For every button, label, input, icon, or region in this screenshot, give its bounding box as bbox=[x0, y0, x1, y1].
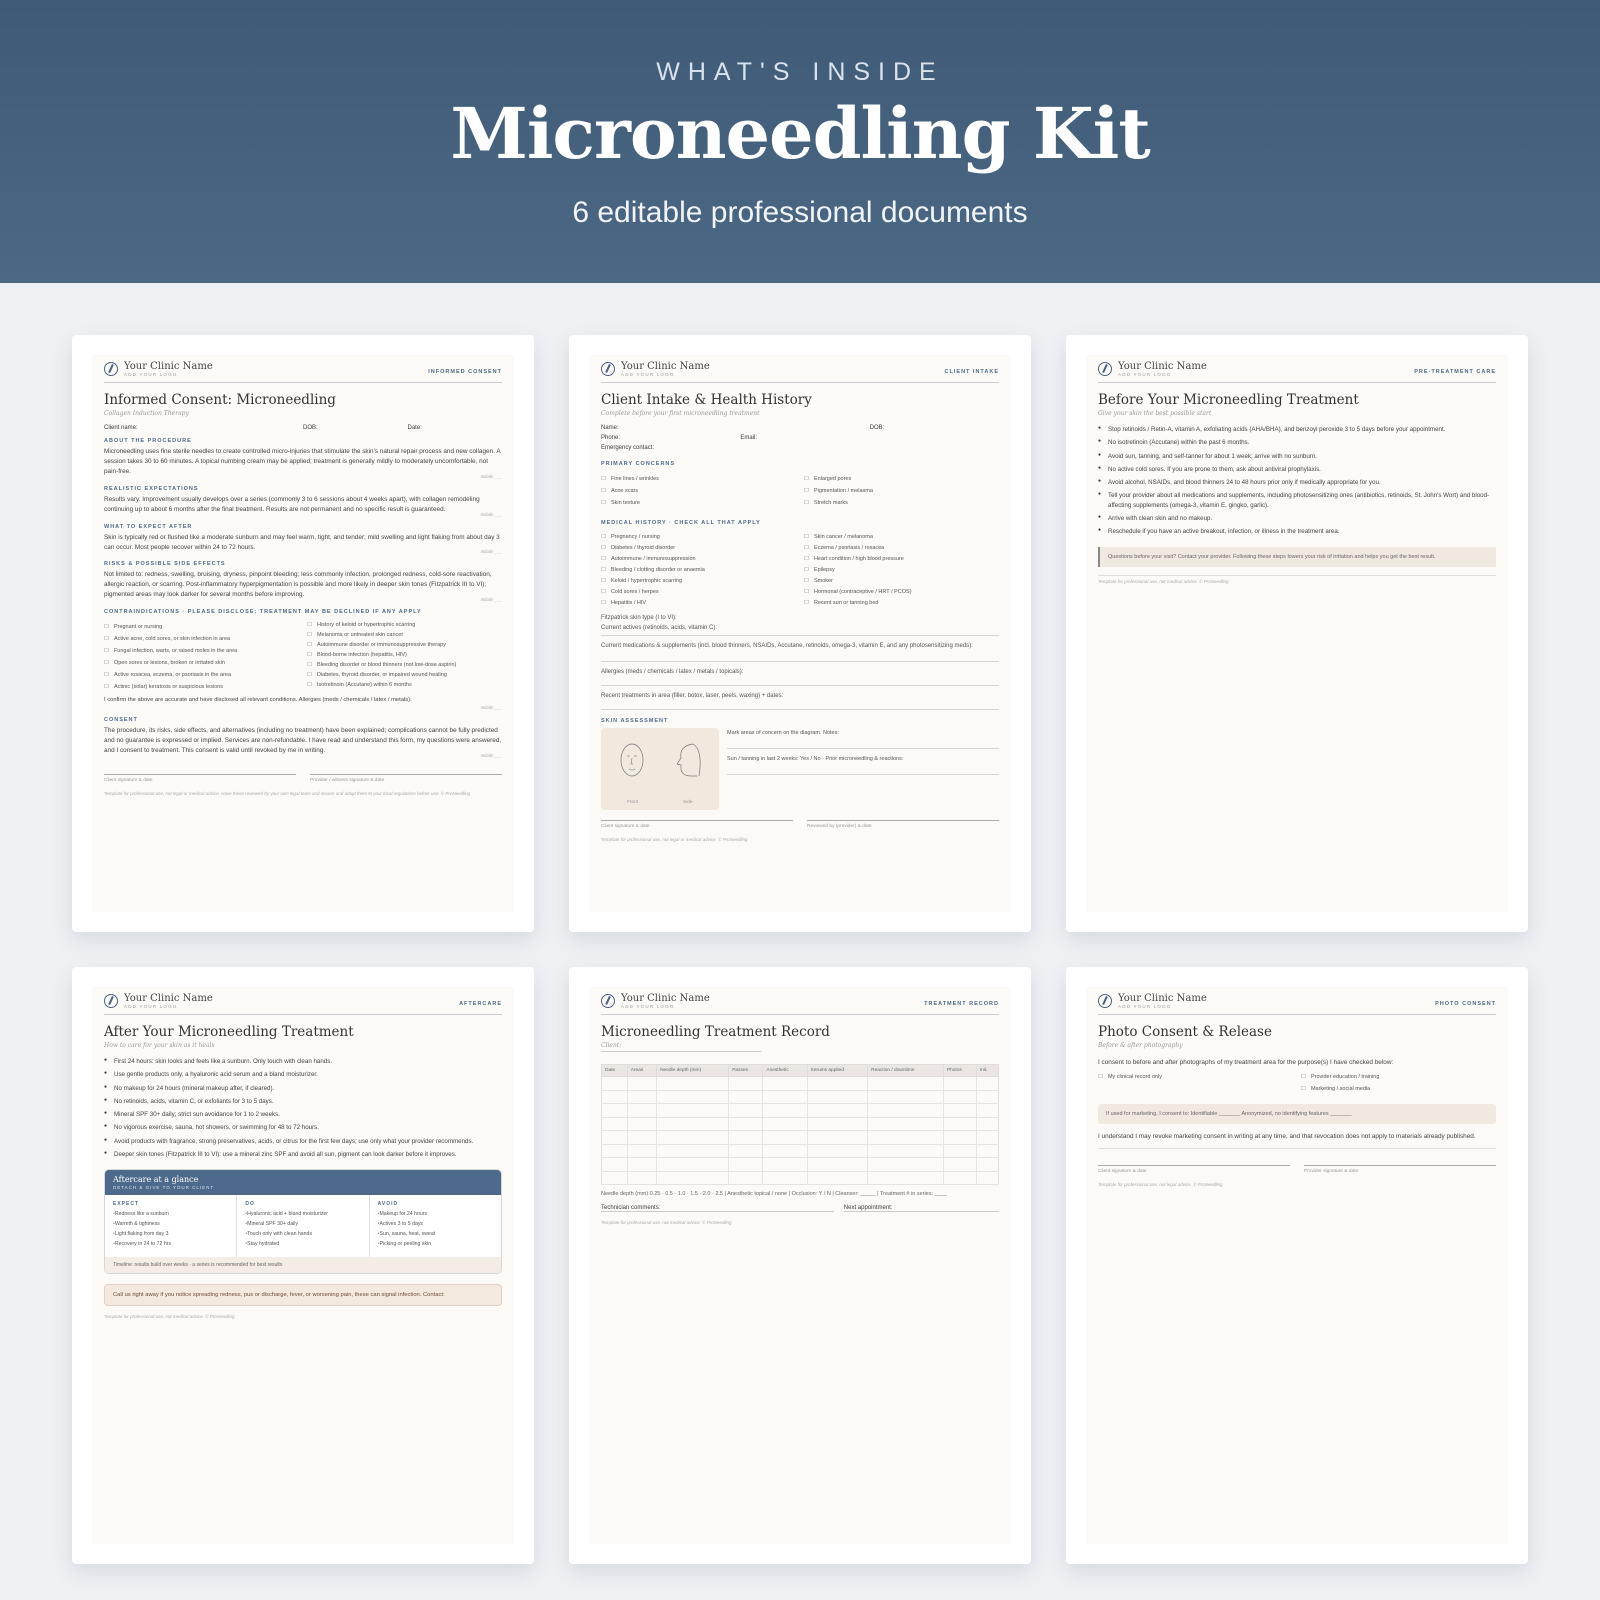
table-cell bbox=[868, 1117, 944, 1131]
table-cell bbox=[657, 1090, 729, 1104]
list-item: • Light flaking from day 3 bbox=[113, 1231, 228, 1237]
add-logo-label: ADD YOUR LOGO bbox=[1118, 1004, 1172, 1009]
field-skin-notes: Mark areas of concern on the diagram. Notes: bbox=[727, 730, 999, 749]
checkbox-item: ☐ Active acne, cold sores, or skin infection in area bbox=[104, 636, 299, 642]
table-cell bbox=[657, 1117, 729, 1131]
document-header bbox=[104, 993, 502, 1015]
clinic-logo-icon bbox=[1098, 994, 1112, 1008]
clinic-name: Your Clinic Name bbox=[1118, 993, 1207, 1004]
intake-fields bbox=[601, 425, 999, 431]
marketing-consent-box: If used for marketing, I consent to: Identifiable _______ Anonymized, no identifying features _______ bbox=[1098, 1104, 1496, 1124]
document-title: Informed Consent: Microneedling bbox=[104, 392, 336, 408]
section-text: Microneedling uses fine sterile needles to create controlled micro-injuries that stimulate the skin's natural repair process and new collagen. A session takes 30 to 60 minutes. A topical numbing cream may be applied; treatment is generally mildly to moderately uncomfortable, not pain-free. bbox=[104, 448, 501, 475]
table-cell bbox=[976, 1104, 998, 1118]
document-type-tag: CLIENT INTAKE bbox=[944, 369, 999, 375]
table-cell bbox=[602, 1144, 628, 1158]
clinic-name: Your Clinic Name bbox=[621, 361, 710, 372]
table-cell bbox=[807, 1117, 868, 1131]
checkbox-item: ☐ Marketing / social media bbox=[1301, 1086, 1496, 1092]
checkbox-item: ☐ Eczema / psoriasis / rosacea bbox=[804, 545, 999, 551]
list-item: ● Stop retinoids / Retin-A, vitamin A, exfoliating acids (AHA/BHA), and benzoyl peroxide 3 to 5 days before your appointment. bbox=[1098, 425, 1496, 434]
checkbox-item: ☐ Isotretinoin (Accutane) within 6 months bbox=[307, 682, 502, 688]
field-emergency-contact: Emergency contact: bbox=[601, 445, 655, 451]
table-cell bbox=[627, 1144, 656, 1158]
table-cell bbox=[763, 1171, 807, 1185]
table-cell bbox=[763, 1144, 807, 1158]
reviewer-signature-line: Reviewed by (provider) & date bbox=[807, 820, 999, 829]
revoke-statement: I understand I may revoke marketing consent in writing at any time, and that revocation does not apply to materials already published. bbox=[1098, 1132, 1496, 1149]
contraindications-heading: CONTRAINDICATIONS · PLEASE DISCLOSE; TREATMENT MAY BE DECLINED IF ANY APPLY bbox=[104, 609, 422, 616]
aftercare-list bbox=[104, 1057, 502, 1159]
concerns-list bbox=[601, 470, 999, 512]
table-cell bbox=[729, 1131, 763, 1145]
table-cell bbox=[627, 1104, 656, 1118]
glance-columns bbox=[105, 1195, 501, 1257]
signature-row bbox=[1098, 1165, 1496, 1174]
card-treatment-record[interactable] bbox=[569, 967, 1031, 1564]
section-heading: WHAT TO EXPECT AFTER bbox=[104, 523, 193, 530]
document-subtitle: How to care for your skin as it heals bbox=[104, 1042, 215, 1049]
document-subtitle: Collagen Induction Therapy bbox=[104, 410, 189, 417]
document-title: Microneedling Treatment Record bbox=[601, 1024, 830, 1040]
checkbox-item: ☐ Actinic (solar) keratosis or suspicious lesions bbox=[104, 684, 299, 690]
card-client-intake[interactable] bbox=[569, 335, 1031, 932]
table-cell bbox=[976, 1117, 998, 1131]
table-cell bbox=[976, 1144, 998, 1158]
table-cell bbox=[602, 1104, 628, 1118]
document-title: Photo Consent & Release bbox=[1098, 1024, 1272, 1040]
table-cell bbox=[627, 1131, 656, 1145]
section-heading: RISKS & POSSIBLE SIDE EFFECTS bbox=[104, 561, 226, 568]
table-row bbox=[602, 1171, 999, 1185]
document-page bbox=[92, 987, 514, 1544]
glance-header bbox=[105, 1170, 501, 1195]
document-header bbox=[1098, 993, 1496, 1015]
list-item: ● No vigorous exercise, sauna, hot showers, or swimming for 48 to 72 hours. bbox=[104, 1123, 502, 1132]
add-logo-label: ADD YOUR LOGO bbox=[621, 372, 675, 377]
checkbox-item: ☐ Fine lines / wrinkles bbox=[601, 476, 796, 482]
checkbox-item: ☐ Fungal infection, warts, or raised moles in the area bbox=[104, 648, 299, 654]
table-cell bbox=[807, 1158, 868, 1172]
table-cell bbox=[729, 1158, 763, 1172]
table-row bbox=[602, 1077, 999, 1091]
list-item: ● No isotretinoin (Accutane) within the past 6 months. bbox=[1098, 438, 1496, 447]
table-cell bbox=[602, 1131, 628, 1145]
add-logo-label: ADD YOUR LOGO bbox=[124, 372, 178, 377]
initials-field: Initials ___ bbox=[480, 549, 502, 555]
table-cell bbox=[657, 1131, 729, 1145]
table-cell bbox=[976, 1131, 998, 1145]
clinic-logo-icon bbox=[1098, 362, 1112, 376]
face-outline-icon bbox=[601, 728, 719, 798]
checkbox-item: ☐ Pregnant or nursing bbox=[104, 624, 299, 630]
table-cell bbox=[729, 1104, 763, 1118]
list-item: • Sun, sauna, heat, sweat bbox=[378, 1231, 493, 1237]
table-cell bbox=[763, 1077, 807, 1091]
field-client: Client: bbox=[601, 1042, 761, 1052]
confirm-statement: I confirm the above are accurate and have disclosed all relevant conditions. Allergies (meds / chemicals / latex / metals): bbox=[104, 697, 412, 704]
list-item: • Touch only with clean hands bbox=[245, 1231, 360, 1237]
card-photo-consent[interactable] bbox=[1066, 967, 1528, 1564]
glance-subtitle: DETACH & GIVE TO YOUR CLIENT bbox=[113, 1185, 215, 1191]
table-cell bbox=[976, 1090, 998, 1104]
section-heading: PRIMARY CONCERNS bbox=[601, 461, 676, 467]
table-cell bbox=[657, 1144, 729, 1158]
table-cell bbox=[976, 1158, 998, 1172]
table-cell bbox=[868, 1090, 944, 1104]
list-item: ● First 24 hours: skin looks and feels like a sunburn. Only touch with clean hands. bbox=[104, 1057, 502, 1066]
table-cell bbox=[868, 1158, 944, 1172]
hero-banner bbox=[0, 0, 1600, 283]
document-type-tag: PRE-TREATMENT CARE bbox=[1414, 369, 1496, 375]
table-cell bbox=[807, 1171, 868, 1185]
section-heading: SKIN ASSESSMENT bbox=[601, 718, 669, 724]
consent-intro: I consent to before and after photographs of my treatment area for the purpose(s) I have checked below: bbox=[1098, 1059, 1394, 1066]
column-header: Photos bbox=[943, 1065, 976, 1077]
document-header bbox=[104, 361, 502, 383]
hero-eyebrow: WHAT'S INSIDE bbox=[656, 58, 944, 86]
table-cell bbox=[627, 1117, 656, 1131]
intake-fields bbox=[601, 445, 999, 451]
table-cell bbox=[868, 1171, 944, 1185]
field-next-appointment: Next appointment: bbox=[844, 1205, 999, 1212]
hero-subtitle: 6 editable professional documents bbox=[572, 196, 1028, 229]
table-cell bbox=[657, 1171, 729, 1185]
clinic-logo-icon bbox=[104, 362, 118, 376]
initials-field: Initials ___ bbox=[480, 597, 502, 603]
table-cell bbox=[602, 1077, 628, 1091]
field-dob: DOB: bbox=[869, 425, 885, 431]
list-item: ● No makeup for 24 hours (mineral makeup after, if cleared). bbox=[104, 1084, 502, 1093]
document-footer: Template for professional use, not legal or medical advice. © ProNeedling bbox=[601, 837, 748, 842]
table-row bbox=[602, 1131, 999, 1145]
field-fitzpatrick: Fitzpatrick skin type (I to VI): bbox=[601, 615, 677, 621]
table-cell bbox=[807, 1131, 868, 1145]
column-header: Areas bbox=[627, 1065, 656, 1077]
checkbox-item: ☐ Provider education / training bbox=[1301, 1074, 1496, 1080]
table-cell bbox=[943, 1158, 976, 1172]
table-cell bbox=[627, 1171, 656, 1185]
avoid-heading: AVOID bbox=[377, 1201, 399, 1208]
list-item: ● No active cold sores. If you are prone to them, ask about antiviral prophylaxis. bbox=[1098, 465, 1496, 474]
list-item: ● Avoid alcohol, NSAIDs, and blood thinners 24 to 48 hours prior only if medically appropriate for you. bbox=[1098, 478, 1496, 487]
add-logo-label: ADD YOUR LOGO bbox=[1118, 372, 1172, 377]
table-cell bbox=[763, 1104, 807, 1118]
list-item: ● Reschedule if you have an active breakout, infection, or illness in the treatment area. bbox=[1098, 527, 1496, 536]
table-cell bbox=[976, 1171, 998, 1185]
client-fields bbox=[104, 425, 502, 431]
table-cell bbox=[807, 1077, 868, 1091]
table-cell bbox=[943, 1131, 976, 1145]
hero-title: Microneedling Kit bbox=[450, 92, 1150, 175]
column-header: Passes bbox=[729, 1065, 763, 1077]
list-item: ● Tell your provider about all medications and supplements, including photosensitizing ones (antibiotics, retinoids, St. John's Wort) and blood-affecting supplements (omega-3, vitamin E, gingko, garlic). bbox=[1098, 491, 1496, 510]
document-header bbox=[601, 361, 999, 383]
table-cell bbox=[729, 1090, 763, 1104]
table-row bbox=[602, 1104, 999, 1118]
glance-title: Aftercare at a glance bbox=[113, 1175, 199, 1185]
provider-signature-line: Provider signature & date bbox=[1304, 1165, 1496, 1174]
table-cell bbox=[943, 1077, 976, 1091]
list-item: ● No retinoids, acids, vitamin C, or exfoliants for 3 to 5 days. bbox=[104, 1097, 502, 1106]
table-cell bbox=[868, 1104, 944, 1118]
checkbox-item: ☐ Pigmentation / melasma bbox=[804, 488, 999, 494]
checkbox-item: ☐ Epilepsy bbox=[804, 567, 999, 573]
clinic-logo-icon bbox=[104, 994, 118, 1008]
clinic-name: Your Clinic Name bbox=[124, 993, 213, 1004]
document-type-tag: INFORMED CONSENT bbox=[428, 369, 502, 375]
clinic-logo-icon bbox=[601, 362, 615, 376]
section-text: Skin is typically red or flushed like a moderate sunburn and may feel warm, tight, and tender; mild swelling and light flaking from about day 3 can occur. Most people recover within 24 to 72 hours. bbox=[104, 533, 500, 551]
document-footer: Template for professional use, not medical advice. © ProNeedling bbox=[1098, 575, 1496, 585]
document-page bbox=[589, 355, 1011, 912]
checkbox-item: ☐ Diabetes, thyroid disorder, or impaired wound healing bbox=[307, 672, 502, 678]
table-cell bbox=[943, 1104, 976, 1118]
initials-field: Initials ___ bbox=[480, 473, 502, 479]
list-item: • Mineral SPF 30+ daily bbox=[245, 1221, 360, 1227]
section-heading: CONSENT bbox=[104, 717, 138, 724]
table-cell bbox=[627, 1090, 656, 1104]
column-header: Needle depth (mm) bbox=[657, 1065, 729, 1077]
treatment-record-table bbox=[601, 1064, 999, 1185]
checkbox-item: ☐ Melanoma or untreated skin cancer bbox=[307, 632, 502, 638]
table-cell bbox=[627, 1158, 656, 1172]
table-cell bbox=[729, 1077, 763, 1091]
table-cell bbox=[943, 1117, 976, 1131]
table-cell bbox=[943, 1171, 976, 1185]
document-header bbox=[1098, 361, 1496, 383]
document-title: Before Your Microneedling Treatment bbox=[1098, 392, 1359, 408]
table-cell bbox=[602, 1171, 628, 1185]
section-heading: MEDICAL HISTORY · CHECK ALL THAT APPLY bbox=[601, 520, 761, 526]
checkbox-item: ☐ Smoker bbox=[804, 578, 999, 584]
checkbox-item: ☐ Pregnancy / nursing bbox=[601, 534, 796, 540]
clinic-name: Your Clinic Name bbox=[621, 993, 710, 1004]
table-cell bbox=[657, 1158, 729, 1172]
list-item: • Stay hydrated bbox=[245, 1241, 360, 1247]
checkbox-item: ☐ Cold sores / herpes bbox=[601, 589, 796, 595]
document-page bbox=[92, 355, 514, 912]
checkbox-item: ☐ Open sores or lesions, broken or irritated skin bbox=[104, 660, 299, 666]
checkbox-item: ☐ Active rosacea, eczema, or psoriasis in the area bbox=[104, 672, 299, 678]
clinic-name: Your Clinic Name bbox=[1118, 361, 1207, 372]
initials-field: Initials ___ bbox=[480, 752, 502, 758]
checkbox-item: ☐ Blood-borne infection (hepatitis, HIV) bbox=[307, 652, 502, 658]
document-subtitle: Complete before your first microneedling treatment bbox=[601, 410, 760, 417]
checkbox-item: ☐ Acne scars bbox=[601, 488, 796, 494]
section-heading: ABOUT THE PROCEDURE bbox=[104, 438, 192, 444]
checkbox-item: ☐ Hepatitis / HIV bbox=[601, 600, 796, 606]
list-item: ● Avoid sun, tanning, and self-tanner for about 1 week; arrive with no sunburn. bbox=[1098, 452, 1496, 461]
medical-history-list bbox=[601, 529, 999, 611]
checkbox-item: ☐ Recent sun or tanning bed bbox=[804, 600, 999, 606]
checkbox-item: ☐ Diabetes / thyroid disorder bbox=[601, 545, 796, 551]
face-diagram bbox=[601, 728, 719, 810]
table-cell bbox=[729, 1144, 763, 1158]
table-header-row bbox=[602, 1065, 999, 1077]
table-cell bbox=[943, 1144, 976, 1158]
table-row bbox=[602, 1117, 999, 1131]
initials-field: Initials ___ bbox=[480, 511, 502, 517]
add-logo-label: ADD YOUR LOGO bbox=[621, 1004, 675, 1009]
table-cell bbox=[729, 1117, 763, 1131]
card-informed-consent[interactable] bbox=[72, 335, 534, 932]
document-type-tag: TREATMENT RECORD bbox=[924, 1001, 999, 1007]
field-phone: Phone: bbox=[601, 435, 621, 441]
checkbox-item: ☐ Autoimmune / immunosuppression bbox=[601, 556, 796, 562]
column-header: Anesthetic bbox=[763, 1065, 807, 1077]
list-item: • Warmth & tightness bbox=[113, 1221, 228, 1227]
field-dob: DOB: bbox=[303, 425, 318, 431]
document-footer: Template for professional use, not medical advice. © ProNeedling bbox=[104, 1314, 235, 1320]
column-header: Reaction / downtime bbox=[868, 1065, 944, 1077]
table-row bbox=[602, 1158, 999, 1172]
field-date: Date: bbox=[407, 425, 422, 431]
document-subtitle: Before & after photography bbox=[1098, 1042, 1183, 1049]
table-body bbox=[602, 1077, 999, 1185]
timeline-note: Timeline: results build over weeks · a series is recommended for best results bbox=[105, 1257, 501, 1273]
checkbox-item: ☐ Stretch marks bbox=[804, 500, 999, 506]
table-cell bbox=[627, 1077, 656, 1091]
checkbox-item: ☐ History of keloid or hypertrophic scarring bbox=[307, 622, 502, 628]
list-item: ● Use gentle products only, a hyaluronic acid serum and a bland moisturizer. bbox=[104, 1070, 502, 1079]
table-cell bbox=[763, 1090, 807, 1104]
list-item: • Redness like a sunburn bbox=[113, 1211, 228, 1217]
list-item: ● Mineral SPF 30+ daily; strict sun avoidance for 1 to 2 weeks. bbox=[104, 1110, 502, 1119]
table-cell bbox=[763, 1131, 807, 1145]
checkbox-item: ☐ Keloid / hypertrophic scarring bbox=[601, 578, 796, 584]
card-aftercare[interactable] bbox=[72, 967, 534, 1564]
contraindications-list bbox=[104, 618, 502, 696]
document-page bbox=[589, 987, 1011, 1544]
field-medications: Current medications & supplements (incl. blood thinners, NSAIDs, Accutane, retinoids, omega-3, vitamin E, and any photosensitizing meds): bbox=[601, 643, 999, 662]
client-signature-line: Client signature & date bbox=[601, 820, 793, 829]
table-cell bbox=[602, 1158, 628, 1172]
checkbox-item: ☐ Bleeding / clotting disorder or anaemia bbox=[601, 567, 796, 573]
table-cell bbox=[729, 1171, 763, 1185]
document-footer: Template for professional use, not legal or medical advice. Have these reviewed by your own legal team and insurer and adapt them to your local regulations before use. © ProNeedling bbox=[104, 790, 471, 796]
checkbox-item: ☐ My clinical record only bbox=[1098, 1074, 1293, 1080]
table-cell bbox=[868, 1077, 944, 1091]
client-signature-line: Client signature & date bbox=[104, 774, 296, 783]
expect-heading: EXPECT bbox=[113, 1201, 140, 1208]
document-header bbox=[601, 993, 999, 1015]
list-item: • Actives 3 to 5 days bbox=[378, 1221, 493, 1227]
field-current-actives: Current actives (retinoids, acids, vitamin C): bbox=[601, 625, 999, 636]
table-cell bbox=[602, 1090, 628, 1104]
table-legend: Needle depth (mm) 0.25 · 0.5 · 1.0 · 1.5 · 2.0 · 2.5 | Anesthetic topical / none | Occlusion: Y / N | Cleanser: _____ | Treatment # in series: ____ bbox=[601, 1191, 947, 1197]
checkbox-item: ☐ Skin cancer / melanoma bbox=[804, 534, 999, 540]
table-row bbox=[602, 1144, 999, 1158]
table-cell bbox=[657, 1104, 729, 1118]
note-box: Questions before your visit? Contact your provider. Following these steps lowers your risk of irritation and helps you get the best result. bbox=[1098, 547, 1496, 567]
table-cell bbox=[807, 1090, 868, 1104]
section-text: Results vary. Improvement usually develops over a series (commonly 3 to 6 sessions about 4 weeks apart), with collagen remodeling continuing up to about 6 months after the final treatment. Results are not permanent and no specific result is guaranteed. bbox=[104, 495, 480, 513]
clinic-name: Your Clinic Name bbox=[124, 361, 213, 372]
document-page bbox=[1086, 987, 1508, 1544]
section-heading: REALISTIC EXPECTATIONS bbox=[104, 485, 199, 492]
document-footer: Template for professional use, not medical advice. © ProNeedling bbox=[601, 1219, 732, 1225]
field-allergies: Allergies (meds / chemicals / latex / metals / topicals): bbox=[601, 669, 999, 686]
table-cell bbox=[943, 1090, 976, 1104]
document-title: Client Intake & Health History bbox=[601, 392, 812, 408]
document-title: After Your Microneedling Treatment bbox=[104, 1024, 354, 1040]
clinic-logo-icon bbox=[601, 994, 615, 1008]
checkbox-item: ☐ Hormonal (contraceptive / HRT / PCOS) bbox=[804, 589, 999, 595]
aftercare-at-a-glance bbox=[104, 1169, 502, 1274]
side-label: Side bbox=[683, 800, 693, 805]
signature-row bbox=[601, 820, 999, 829]
field-technician-comments: Technician comments: bbox=[601, 1205, 834, 1212]
field-recent-treatments: Recent treatments in area (filler, botox, laser, peels, waxing) + dates: bbox=[601, 693, 999, 710]
table-row bbox=[602, 1090, 999, 1104]
checkbox-item: ☐ Bleeding disorder or blood thinners (not low-dose aspirin) bbox=[307, 662, 502, 668]
field-sun-exposure: Sun / tanning in last 2 weeks: Yes / No · Prior microneedling & reactions: bbox=[727, 756, 999, 775]
checkbox-item: ☐ Autoimmune disorder or immunosuppressive therapy bbox=[307, 642, 502, 648]
table-cell bbox=[763, 1158, 807, 1172]
section-text: Not limited to: redness, swelling, bruising, dryness, pinpoint bleeding; less commonly infection, prolonged redness, cold-sore reactivation, allergic reaction, or scarring. Post-inflammatory hyperpigmentation is possible and more likely in deeper skin tones (Fitzpatrick III to VI); pigmented areas may look darker for several months before improving. bbox=[104, 571, 492, 599]
table-cell bbox=[868, 1144, 944, 1158]
consent-text: The procedure, its risks, side effects, and alternatives (including no treatment) have been explained; complications cannot be fully predicted and no guarantee is expressed or implied. Services are non-refundable. I have read and understand this form, my questions were answered, and I consent to treatment. This consent is valid until revoked by me in writing. bbox=[104, 727, 502, 755]
do-heading: DO bbox=[245, 1201, 255, 1208]
add-logo-label: ADD YOUR LOGO bbox=[124, 1004, 178, 1009]
table-cell bbox=[657, 1077, 729, 1091]
list-item: ● Avoid products with fragrance, strong preservatives, acids, or citrus for the first few days; use only what your provider recommends. bbox=[104, 1137, 502, 1146]
signature-row bbox=[104, 774, 502, 783]
list-item: • Hyaluronic acid + bland moisturizer bbox=[245, 1211, 360, 1217]
document-footer: Template for professional use, not legal advice. © ProNeedling bbox=[1098, 1182, 1223, 1188]
document-type-tag: PHOTO CONSENT bbox=[1435, 1001, 1496, 1007]
table-cell bbox=[976, 1077, 998, 1091]
column-header: Date bbox=[602, 1065, 628, 1077]
document-page bbox=[1086, 355, 1508, 912]
checkbox-item: ☐ Skin texture bbox=[601, 500, 796, 506]
checkbox-item: ☐ Enlarged pores bbox=[804, 476, 999, 482]
column-header: Serums applied bbox=[807, 1065, 868, 1077]
table-cell bbox=[602, 1117, 628, 1131]
table-cell bbox=[807, 1144, 868, 1158]
warning-box: Call us right away if you notice spreading redness, pus or discharge, fever, or worsening pain, these can signal infection. Contact: bbox=[104, 1284, 502, 1306]
list-item: ● Deeper skin tones (Fitzpatrick III to VI): use a mineral zinc SPF and avoid all sun, pigment can look darker before it improves. bbox=[104, 1150, 502, 1159]
intake-fields bbox=[601, 435, 999, 441]
card-pre-treatment[interactable] bbox=[1066, 335, 1528, 932]
client-signature-line: Client signature & date bbox=[1098, 1165, 1290, 1174]
table-cell bbox=[868, 1131, 944, 1145]
field-name: Name: bbox=[601, 425, 619, 431]
pre-care-list bbox=[1098, 425, 1496, 537]
field-client-name: Client name: bbox=[104, 425, 138, 431]
initials-field: Initials ___ bbox=[480, 705, 502, 711]
provider-signature-line: Provider / witness signature & date bbox=[310, 774, 502, 783]
document-type-tag: AFTERCARE bbox=[459, 1001, 502, 1007]
field-email: Email: bbox=[740, 435, 757, 441]
table-cell bbox=[807, 1104, 868, 1118]
column-header: Init. bbox=[976, 1065, 998, 1077]
list-item: • Recovery in 24 to 72 hrs bbox=[113, 1241, 228, 1247]
table-cell bbox=[763, 1117, 807, 1131]
photo-purpose-options bbox=[1098, 1068, 1496, 1098]
front-label: Front bbox=[627, 800, 639, 805]
record-fields bbox=[601, 1205, 999, 1212]
document-subtitle: Give your skin the best possible start bbox=[1098, 410, 1212, 417]
checkbox-item: ☐ Heart condition / high blood pressure bbox=[804, 556, 999, 562]
list-item: • Makeup for 24 hours bbox=[378, 1211, 493, 1217]
list-item: • Picking or peeling skin bbox=[378, 1241, 493, 1247]
skin-assessment bbox=[601, 728, 999, 810]
list-item: ● Arrive with clean skin and no makeup. bbox=[1098, 514, 1496, 523]
